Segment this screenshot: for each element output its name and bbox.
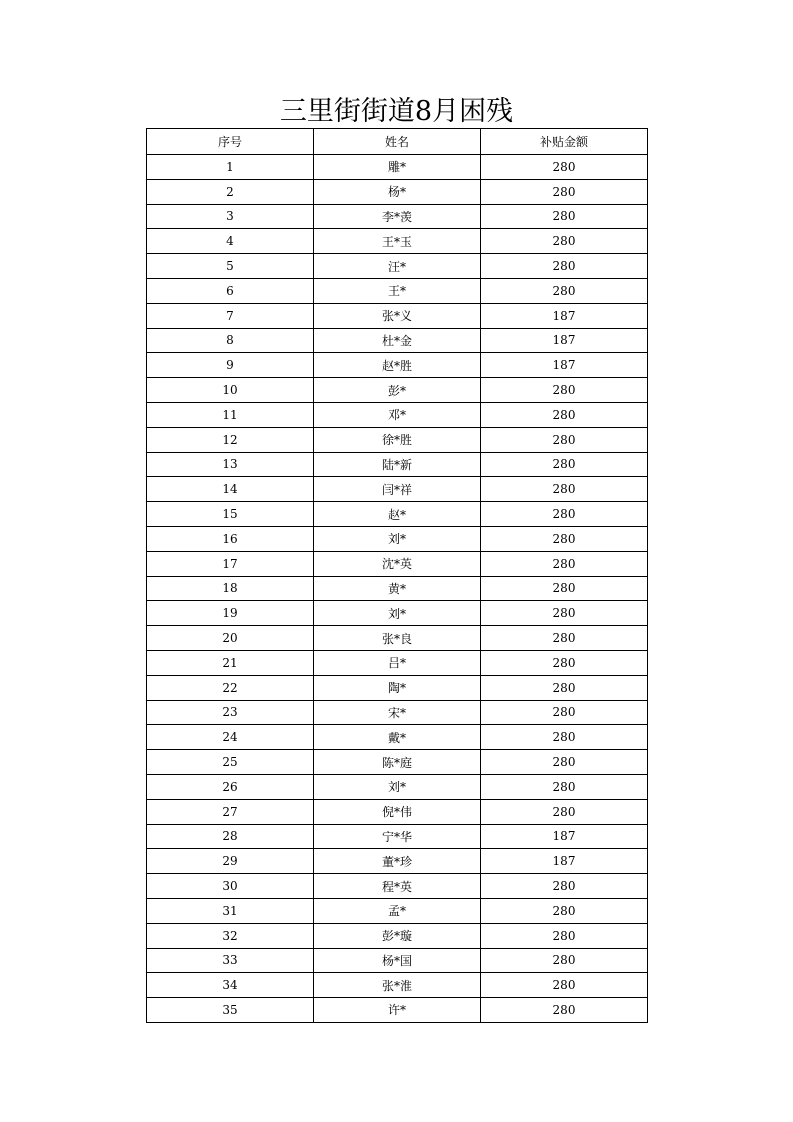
table-row xyxy=(147,874,648,899)
cell-amount: 280 xyxy=(481,675,648,700)
cell-index: 16 xyxy=(147,526,314,551)
table-row xyxy=(147,402,648,427)
cell-index: 24 xyxy=(147,725,314,750)
cell-amount: 280 xyxy=(481,700,648,725)
subsidy-table xyxy=(146,128,648,1023)
cell-name: 沈*英 xyxy=(314,551,481,576)
table-row xyxy=(147,229,648,254)
cell-index: 14 xyxy=(147,477,314,502)
cell-amount: 187 xyxy=(481,353,648,378)
cell-index: 30 xyxy=(147,874,314,899)
cell-name: 杨*国 xyxy=(314,948,481,973)
table-row xyxy=(147,750,648,775)
table-row xyxy=(147,155,648,180)
cell-amount: 280 xyxy=(481,427,648,452)
cell-name: 张*淮 xyxy=(314,973,481,998)
table-row xyxy=(147,303,648,328)
table-row xyxy=(147,328,648,353)
cell-name: 徐*胜 xyxy=(314,427,481,452)
cell-index: 12 xyxy=(147,427,314,452)
table-row xyxy=(147,526,648,551)
cell-amount: 280 xyxy=(481,998,648,1023)
cell-amount: 280 xyxy=(481,923,648,948)
cell-index: 35 xyxy=(147,998,314,1023)
cell-amount: 280 xyxy=(481,898,648,923)
cell-index: 6 xyxy=(147,278,314,303)
cell-name: 张*良 xyxy=(314,626,481,651)
cell-index: 20 xyxy=(147,626,314,651)
header-index: 序号 xyxy=(147,129,314,155)
table-row xyxy=(147,254,648,279)
cell-index: 32 xyxy=(147,923,314,948)
cell-index: 19 xyxy=(147,601,314,626)
cell-amount: 187 xyxy=(481,824,648,849)
cell-amount: 280 xyxy=(481,526,648,551)
table-row xyxy=(147,551,648,576)
cell-amount: 280 xyxy=(481,948,648,973)
cell-amount: 280 xyxy=(481,179,648,204)
table-row xyxy=(147,650,648,675)
table-row xyxy=(147,774,648,799)
cell-amount: 280 xyxy=(481,774,648,799)
cell-amount: 280 xyxy=(481,254,648,279)
cell-index: 4 xyxy=(147,229,314,254)
cell-amount: 280 xyxy=(481,799,648,824)
cell-index: 31 xyxy=(147,898,314,923)
cell-name: 杜*金 xyxy=(314,328,481,353)
table-row xyxy=(147,378,648,403)
cell-amount: 280 xyxy=(481,576,648,601)
cell-amount: 280 xyxy=(481,973,648,998)
cell-amount: 280 xyxy=(481,378,648,403)
cell-index: 15 xyxy=(147,502,314,527)
cell-name: 倪*伟 xyxy=(314,799,481,824)
cell-amount: 280 xyxy=(481,278,648,303)
table-row xyxy=(147,725,648,750)
cell-index: 7 xyxy=(147,303,314,328)
cell-index: 33 xyxy=(147,948,314,973)
cell-index: 10 xyxy=(147,378,314,403)
cell-amount: 280 xyxy=(481,551,648,576)
cell-index: 22 xyxy=(147,675,314,700)
cell-index: 21 xyxy=(147,650,314,675)
cell-name: 陆*新 xyxy=(314,452,481,477)
table-row xyxy=(147,477,648,502)
cell-name: 王* xyxy=(314,278,481,303)
cell-index: 5 xyxy=(147,254,314,279)
table-row xyxy=(147,973,648,998)
cell-name: 许* xyxy=(314,998,481,1023)
table-row xyxy=(147,204,648,229)
cell-name: 吕* xyxy=(314,650,481,675)
table-row xyxy=(147,824,648,849)
cell-name: 杨* xyxy=(314,179,481,204)
cell-index: 34 xyxy=(147,973,314,998)
cell-amount: 280 xyxy=(481,204,648,229)
cell-name: 王*玉 xyxy=(314,229,481,254)
cell-index: 25 xyxy=(147,750,314,775)
cell-name: 汪* xyxy=(314,254,481,279)
cell-index: 11 xyxy=(147,402,314,427)
table-row xyxy=(147,601,648,626)
cell-amount: 280 xyxy=(481,725,648,750)
cell-name: 张*义 xyxy=(314,303,481,328)
document-title: 三里街街道8月困残 xyxy=(279,96,514,127)
cell-index: 13 xyxy=(147,452,314,477)
table-row xyxy=(147,427,648,452)
table-row xyxy=(147,923,648,948)
cell-amount: 280 xyxy=(481,626,648,651)
cell-name: 宁*华 xyxy=(314,824,481,849)
cell-name: 邓* xyxy=(314,402,481,427)
cell-index: 26 xyxy=(147,774,314,799)
cell-index: 2 xyxy=(147,179,314,204)
cell-amount: 187 xyxy=(481,849,648,874)
cell-index: 27 xyxy=(147,799,314,824)
cell-amount: 280 xyxy=(481,650,648,675)
cell-name: 闫*祥 xyxy=(314,477,481,502)
table-row xyxy=(147,675,648,700)
cell-name: 孟* xyxy=(314,898,481,923)
header-amount: 补贴金额 xyxy=(481,129,648,155)
header-name: 姓名 xyxy=(314,129,481,155)
table-row xyxy=(147,452,648,477)
cell-name: 彭*璇 xyxy=(314,923,481,948)
table-body xyxy=(147,155,648,1023)
cell-name: 刘* xyxy=(314,601,481,626)
cell-name: 赵*胜 xyxy=(314,353,481,378)
cell-index: 18 xyxy=(147,576,314,601)
cell-name: 李*羡 xyxy=(314,204,481,229)
table-row xyxy=(147,998,648,1023)
cell-amount: 280 xyxy=(481,155,648,180)
cell-name: 赵* xyxy=(314,502,481,527)
table-row xyxy=(147,576,648,601)
cell-name: 陶* xyxy=(314,675,481,700)
table-row xyxy=(147,799,648,824)
cell-name: 刘* xyxy=(314,774,481,799)
table-row xyxy=(147,898,648,923)
cell-amount: 280 xyxy=(481,452,648,477)
cell-amount: 280 xyxy=(481,601,648,626)
table-row xyxy=(147,948,648,973)
cell-index: 3 xyxy=(147,204,314,229)
cell-index: 9 xyxy=(147,353,314,378)
cell-name: 陈*庭 xyxy=(314,750,481,775)
cell-index: 28 xyxy=(147,824,314,849)
cell-amount: 280 xyxy=(481,874,648,899)
cell-index: 8 xyxy=(147,328,314,353)
table-row xyxy=(147,278,648,303)
table-row xyxy=(147,353,648,378)
cell-amount: 280 xyxy=(481,502,648,527)
cell-amount: 280 xyxy=(481,477,648,502)
table-row xyxy=(147,700,648,725)
cell-index: 17 xyxy=(147,551,314,576)
cell-name: 彭* xyxy=(314,378,481,403)
cell-name: 宋* xyxy=(314,700,481,725)
cell-name: 董*珍 xyxy=(314,849,481,874)
table-header xyxy=(147,129,648,155)
cell-amount: 187 xyxy=(481,328,648,353)
cell-name: 戴* xyxy=(314,725,481,750)
cell-index: 1 xyxy=(147,155,314,180)
cell-index: 23 xyxy=(147,700,314,725)
header-row xyxy=(147,129,648,155)
table-row xyxy=(147,626,648,651)
table-row xyxy=(147,179,648,204)
cell-name: 雕* xyxy=(314,155,481,180)
cell-amount: 187 xyxy=(481,303,648,328)
cell-amount: 280 xyxy=(481,402,648,427)
cell-amount: 280 xyxy=(481,229,648,254)
cell-amount: 280 xyxy=(481,750,648,775)
cell-name: 程*英 xyxy=(314,874,481,899)
table-row xyxy=(147,849,648,874)
cell-name: 黄* xyxy=(314,576,481,601)
cell-index: 29 xyxy=(147,849,314,874)
cell-name: 刘* xyxy=(314,526,481,551)
table-row xyxy=(147,502,648,527)
